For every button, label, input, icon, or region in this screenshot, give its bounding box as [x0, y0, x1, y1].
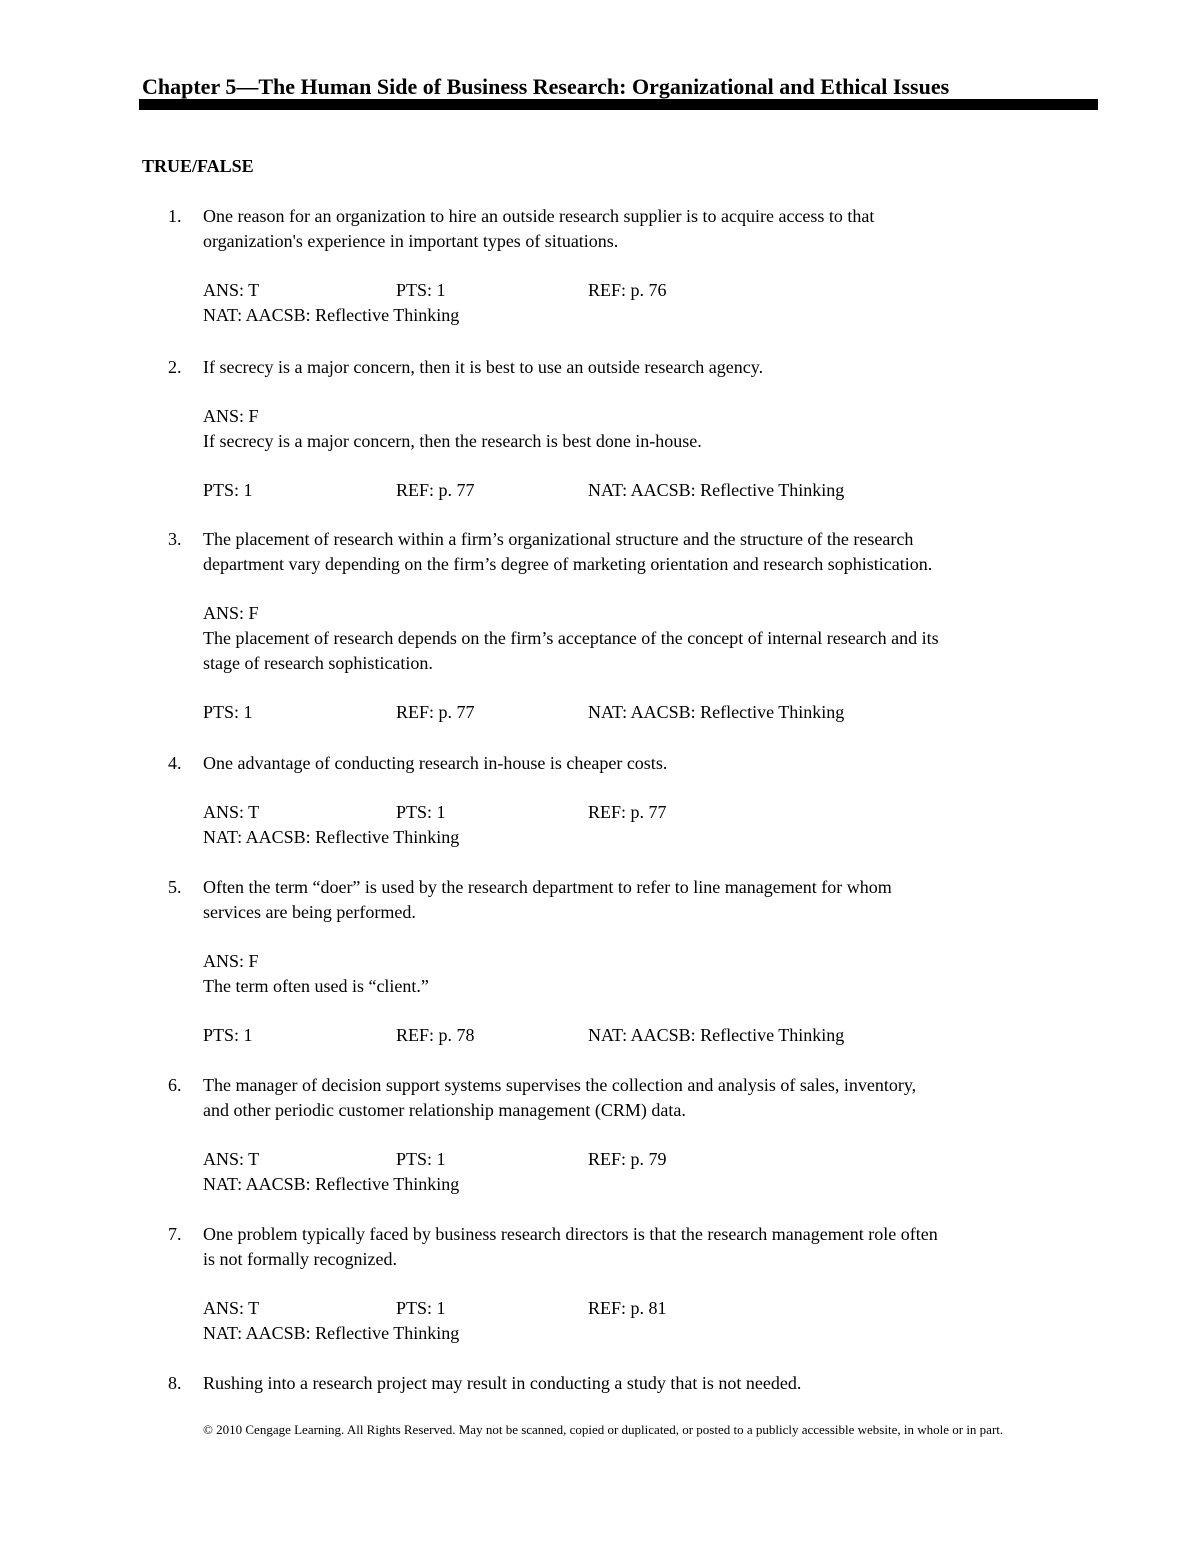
points-value: PTS: 1: [203, 702, 253, 722]
reference-value: REF: p. 76: [588, 280, 667, 300]
question-text: is not formally recognized.: [203, 1249, 397, 1269]
answer-feedback: If secrecy is a major concern, then the research is best done in-house.: [203, 431, 702, 451]
question-number: 3.: [168, 529, 182, 549]
title-rule: [139, 99, 1098, 110]
points-value: PTS: 1: [203, 1025, 253, 1045]
answer-meta-row: [203, 1147, 1093, 1172]
answer-meta-row: [203, 1296, 1093, 1321]
question-text: Often the term “doer” is used by the research department to refer to line management for whom: [203, 877, 892, 897]
question-body: [203, 1371, 1093, 1396]
nat-value: NAT: AACSB: Reflective Thinking: [203, 1323, 460, 1343]
answer-feedback: stage of research sophistication.: [203, 653, 433, 673]
question-text: organization's experience in important types of situations.: [203, 231, 619, 251]
answer-meta-row: [203, 278, 1093, 303]
question-number: 6.: [168, 1075, 182, 1095]
reference-value: REF: p. 77: [396, 480, 475, 500]
answer-label: ANS: F: [203, 951, 259, 971]
answer-label: ANS: F: [203, 406, 259, 426]
nat-value: NAT: AACSB: Reflective Thinking: [203, 305, 460, 325]
reference-value: REF: p. 79: [588, 1149, 667, 1169]
question-body: [203, 751, 1093, 850]
points-value: PTS: 1: [396, 1149, 446, 1169]
page-title: Chapter 5—The Human Side of Business Research: Organizational and Ethical Issues: [142, 74, 950, 99]
question-text: and other periodic customer relationship management (CRM) data.: [203, 1100, 686, 1120]
nat-value: NAT: AACSB: Reflective Thinking: [588, 1025, 845, 1045]
nat-value: NAT: AACSB: Reflective Thinking: [203, 827, 460, 847]
nat-value: NAT: AACSB: Reflective Thinking: [588, 480, 845, 500]
question-text: If secrecy is a major concern, then it is best to use an outside research agency.: [203, 357, 764, 377]
answer-feedback: The placement of research depends on the firm’s acceptance of the concept of internal research and its: [203, 628, 939, 648]
points-value: PTS: 1: [396, 802, 446, 822]
question-body: [203, 355, 1093, 503]
answer-feedback: The term often used is “client.”: [203, 976, 429, 996]
question-body: [203, 875, 1093, 1048]
nat-value: NAT: AACSB: Reflective Thinking: [588, 702, 845, 722]
reference-value: REF: p. 81: [588, 1298, 667, 1318]
question-number: 4.: [168, 753, 182, 773]
answer-meta-row: [203, 478, 1093, 503]
answer-label: ANS: T: [203, 280, 260, 300]
question-body: [203, 204, 1093, 328]
points-value: PTS: 1: [396, 1298, 446, 1318]
answer-meta-row: [203, 800, 1093, 825]
section-heading: TRUE/FALSE: [142, 156, 254, 176]
question-text: One problem typically faced by business research directors is that the research management role often: [203, 1224, 938, 1244]
question-number: 2.: [168, 357, 182, 377]
answer-label: ANS: T: [203, 1149, 260, 1169]
nat-value: NAT: AACSB: Reflective Thinking: [203, 1174, 460, 1194]
reference-value: REF: p. 78: [396, 1025, 475, 1045]
question-number: 5.: [168, 877, 182, 897]
question-body: [203, 527, 1093, 725]
answer-label: ANS: T: [203, 802, 260, 822]
reference-value: REF: p. 77: [588, 802, 667, 822]
reference-value: REF: p. 77: [396, 702, 475, 722]
question-number: 8.: [168, 1373, 182, 1393]
question-number: 7.: [168, 1224, 182, 1244]
answer-label: ANS: F: [203, 603, 259, 623]
points-value: PTS: 1: [396, 280, 446, 300]
answer-meta-row: [203, 700, 1093, 725]
copyright-footer: © 2010 Cengage Learning. All Rights Reserved. May not be scanned, copied or duplicated, or posted to a publicly accessible website, in whole or in part.: [203, 1422, 1004, 1437]
question-text: One advantage of conducting research in-house is cheaper costs.: [203, 753, 668, 773]
question-text: The placement of research within a firm’s organizational structure and the structure of the research: [203, 529, 914, 549]
question-text: The manager of decision support systems supervises the collection and analysis of sales, inventory,: [203, 1075, 917, 1095]
question-number: 1.: [168, 206, 182, 226]
question-body: [203, 1222, 1093, 1346]
question-text: One reason for an organization to hire an outside research supplier is to acquire access to that: [203, 206, 875, 226]
answer-label: ANS: T: [203, 1298, 260, 1318]
answer-meta-row: [203, 1023, 1093, 1048]
question-text: services are being performed.: [203, 902, 416, 922]
points-value: PTS: 1: [203, 480, 253, 500]
question-text: Rushing into a research project may result in conducting a study that is not needed.: [203, 1373, 802, 1393]
question-text: department vary depending on the firm’s degree of marketing orientation and research sophistication.: [203, 554, 933, 574]
question-body: [203, 1073, 1093, 1197]
